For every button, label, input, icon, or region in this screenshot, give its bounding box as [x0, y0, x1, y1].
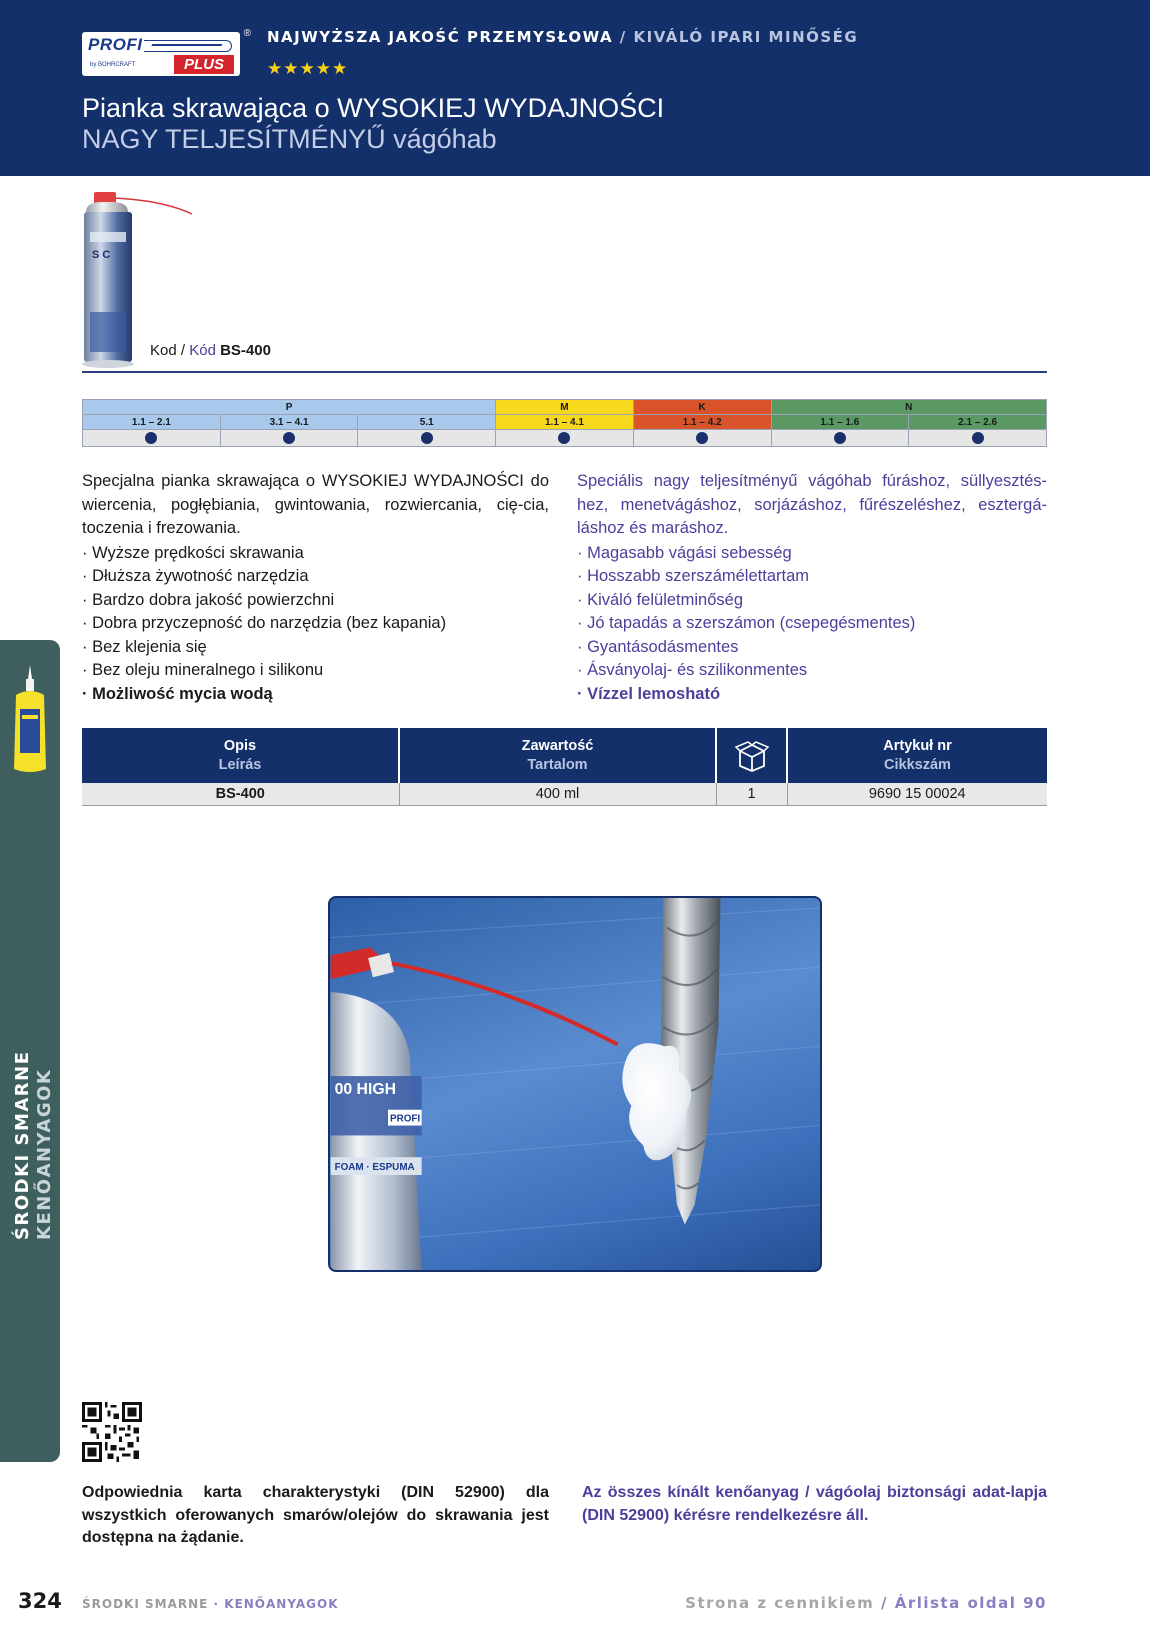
code-label-pl: Kod	[150, 342, 177, 359]
feature-item: · Magasabb vágási sebesség	[577, 543, 792, 562]
suitable-dot-icon	[972, 432, 984, 444]
material-group-p: P	[83, 400, 496, 415]
column-header-description	[82, 728, 399, 783]
feature-item: · Wyższe prędkości skrawania	[82, 543, 304, 562]
product-code: BS-400	[220, 342, 271, 359]
suitability-cell	[771, 430, 909, 447]
can-foam-text: FOAM · ESPUMA	[334, 1162, 415, 1174]
qr-code[interactable]	[82, 1402, 142, 1462]
safety-datasheet-note-pl: Odpowiednia karta charakterystyki (DIN 52900) dla wszystkich oferowanych smarów/olejów do skrawania jest dostępna na żądanie.	[82, 1484, 549, 1546]
suitable-dot-icon	[145, 432, 157, 444]
feature-item-highlight: · Vízzel lemosható	[577, 684, 721, 703]
page-title-hu: NAGY TELJESÍTMÉNYŰ vágóhab	[82, 124, 497, 154]
price-ref-separator: /	[874, 1594, 895, 1612]
feature-item: · Bez oleju mineralnego i silikonu	[82, 661, 324, 679]
logo-wordmark-top: PROFI	[88, 35, 143, 54]
description-intro-pl: Specjalna pianka skrawająca o WYSOKIEJ WYDAJNOŚCI do wiercenia, pogłębiania, gwintowania, rozwiercania, cię-cia, toczenia i frezowania.	[82, 472, 549, 537]
material-range: 1.1 – 4.2	[633, 415, 771, 430]
material-suitability-table	[82, 399, 1047, 447]
header-hu: Leírás	[218, 756, 262, 773]
tagline-pl: NAJWYŻSZA JAKOŚĆ PRZEMYSŁOWA	[267, 28, 614, 46]
logo-drill-graphic	[144, 40, 232, 52]
footer-section-separator: ·	[208, 1597, 225, 1611]
suitable-dot-icon	[421, 432, 433, 444]
suitability-cell	[220, 430, 358, 447]
feature-item: · Dobra przyczepność do narzędzia (bez kapania)	[82, 614, 447, 632]
suitability-cell	[496, 430, 634, 447]
lubricant-bottle-icon	[10, 665, 50, 775]
price-ref-pl: Strona z cennikiem	[685, 1594, 875, 1612]
side-tab-label	[12, 1050, 56, 1240]
can-label-text: 00 HIGH	[334, 1080, 397, 1098]
suitability-dot-row	[83, 430, 1047, 447]
registered-mark: ®	[243, 28, 251, 39]
cell-description: BS-400	[82, 783, 399, 805]
header-pl: Opis	[223, 737, 257, 754]
product-table-header	[82, 728, 1047, 783]
page-header	[0, 0, 1150, 176]
header-hu: Tartalom	[527, 756, 588, 773]
footer-section-hu: KENŐANYAGOK	[224, 1597, 339, 1611]
feature-item: · Ásványolaj- és szilikonmentes	[577, 661, 808, 679]
brand-logo	[82, 28, 251, 76]
tagline-separator: /	[613, 28, 634, 46]
suitable-dot-icon	[283, 432, 295, 444]
rating-stars: ★★★★★	[267, 59, 349, 78]
side-tab-label-hu: KENŐANYAGOK	[34, 1068, 55, 1240]
material-group-m: M	[496, 400, 634, 415]
code-separator: /	[176, 342, 190, 359]
suitability-cell	[633, 430, 771, 447]
feature-item-highlight: · Możliwość mycia wodą	[82, 684, 273, 703]
feature-item: · Hosszabb szerszámélettartam	[577, 567, 809, 585]
suitable-dot-icon	[558, 432, 570, 444]
quality-tagline	[267, 28, 858, 46]
table-row	[82, 783, 1047, 805]
cell-content: 400 ml	[399, 783, 716, 805]
can-brand-text: PROFI	[389, 1113, 421, 1125]
price-ref-hu: Árlista oldal 90	[894, 1594, 1047, 1612]
logo-wordmark-bottom: PLUS	[174, 55, 234, 74]
svg-text:S C: S C	[92, 249, 111, 261]
suitability-cell	[83, 430, 221, 447]
material-group-row	[83, 400, 1047, 415]
product-code-line	[150, 342, 271, 359]
description-intro-hu: Speciális nagy teljesítményű vágóhab fúráshoz, süllyesztés-hez, menetvágáshoz, sorjázáshoz, fűrészeléshez, esztergá-láshoz és maráshoz.	[577, 472, 1047, 537]
section-divider	[82, 371, 1047, 373]
column-header-content	[399, 728, 716, 783]
package-box-icon	[734, 739, 770, 773]
feature-list-pl	[82, 542, 549, 707]
footer-section-label	[82, 1597, 339, 1611]
material-range: 1.1 – 4.1	[496, 415, 634, 430]
feature-list-hu	[577, 542, 1047, 707]
material-group-n: N	[771, 400, 1046, 415]
suitable-dot-icon	[696, 432, 708, 444]
feature-item: · Gyantásodásmentes	[577, 637, 739, 656]
description-hu	[577, 470, 1047, 706]
column-header-article	[787, 728, 1047, 783]
material-range: 3.1 – 4.1	[220, 415, 358, 430]
tagline-hu: KIVÁLÓ IPARI MINŐSÉG	[633, 28, 859, 46]
feature-item: · Dłuższa żywotność narzędzia	[82, 567, 309, 585]
header-hu: Cikkszám	[884, 756, 951, 773]
header-pl: Artykuł nr	[883, 737, 952, 754]
column-header-pack	[716, 728, 787, 783]
logo-byline: by BOHRCRAFT	[90, 62, 136, 68]
material-range: 2.1 – 2.6	[909, 415, 1047, 430]
footer-section-pl: ŚRODKI SMARNE	[82, 1597, 209, 1611]
suitability-cell	[909, 430, 1047, 447]
material-range: 1.1 – 1.6	[771, 415, 909, 430]
feature-item: · Bardzo dobra jakość powierzchni	[82, 590, 335, 609]
material-group-k: K	[633, 400, 771, 415]
feature-item: · Kiváló felületminőség	[577, 590, 743, 609]
header-pl: Zawartość	[521, 737, 594, 754]
page-title-pl: Pianka skrawająca o WYSOKIEJ WYDAJNOŚCI	[82, 93, 665, 123]
material-range: 5.1	[358, 415, 496, 430]
suitable-dot-icon	[834, 432, 846, 444]
cell-article-no: 9690 15 00024	[787, 783, 1047, 805]
code-label-hu: Kód	[189, 342, 216, 359]
description-pl	[82, 470, 549, 706]
page-number: 324	[18, 1589, 62, 1613]
application-photo	[328, 896, 822, 1272]
product-table	[82, 728, 1047, 806]
material-range: 1.1 – 2.1	[83, 415, 221, 430]
feature-item: · Bez klejenia się	[82, 637, 207, 656]
cell-pack-qty: 1	[716, 783, 787, 805]
feature-item: · Jó tapadás a szerszámon (csepegésmentes)	[577, 614, 916, 632]
material-range-row	[83, 415, 1047, 430]
safety-datasheet-note-hu: Az összes kínált kenőanyag / vágóolaj biztonsági adat-lapja (DIN 52900) kérésre rendelkezésre áll.	[582, 1484, 1047, 1524]
suitability-cell	[358, 430, 496, 447]
side-tab-label-pl: ŚRODKI SMARNE	[12, 1050, 33, 1240]
price-list-reference	[685, 1594, 1047, 1612]
